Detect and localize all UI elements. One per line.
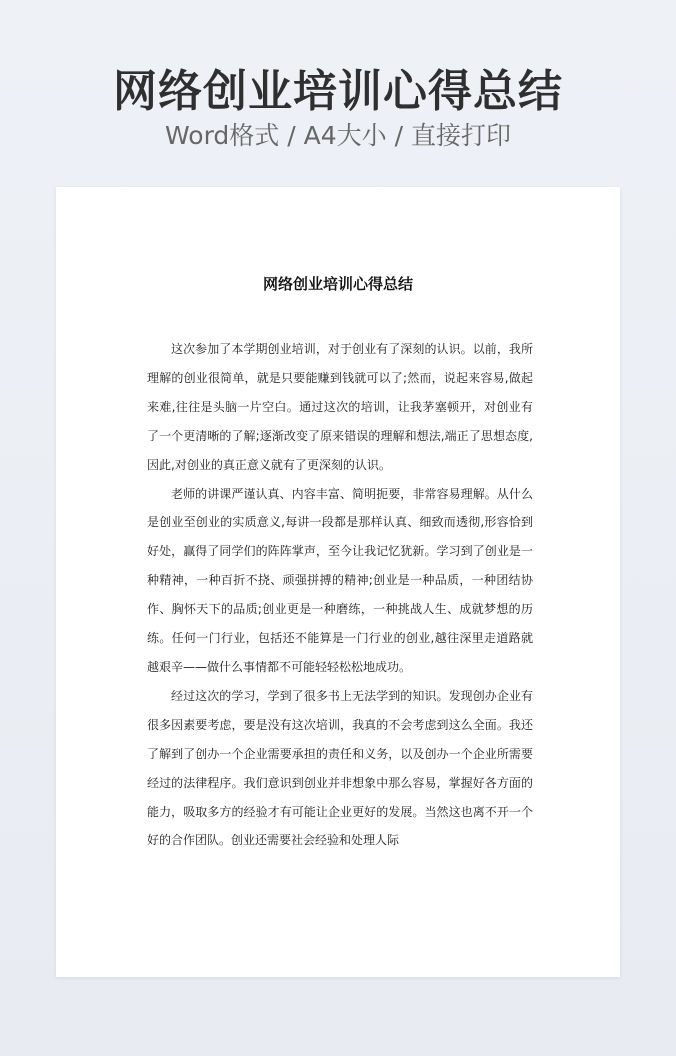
paragraph-2: 老师的讲课严谨认真、内容丰富、简明扼要，非常容易理解。从什么是创业至创业的实质意义,每讲一段都是那样认真、细致而透彻,形容恰到好处，赢得了同学们的阵阵掌声，至今让我记忆犹新。学习到了创业是一种精神，一种百折不挠、顽强拼搏的精神;创业是一种品质，一种团结协作、胸怀天下的品质;创业更是一种磨练，一种挑战人生、成就梦想的历练。任何一门行业，包括还不能算是一门行业的创业,越往深里走道路就越艰辛——做什么事情都不可能轻轻松松地成功。	[147, 486, 533, 674]
banner-title: 网络创业培训心得总结	[113, 66, 563, 117]
paragraph-1: 这次参加了本学期创业培训，对于创业有了深刻的认识。以前，我所理解的创业很简单，就是只要能赚到钱就可以了;然而，说起来容易,做起来难,往往是头脑一片空白。通过这次的培训，让我茅塞顿开，对创业有了一个更清晰的了解;逐渐改变了原来错误的理解和想法,端正了思想态度,因此,对创业的真正意义就有了更深刻的认识。	[147, 342, 533, 472]
paragraph-3: 经过这次的学习，学到了很多书上无法学到的知识。发现创办企业有很多因素要考虑，要是没有这次培训，我真的不会考虑到这么全面。我还了解到了创办一个企业需要承担的责任和义务，以及创办一个企业所需要经过的法律程序。我们意识到创业并非想象中那么容易，掌握好各方面的能力，吸取多方的经验才有可能让企业更好的发展。当然这也离不开一个好的合作团队。创业还需要社会经验和处理人际	[147, 688, 533, 848]
document-body	[147, 335, 533, 855]
document-page	[56, 187, 620, 977]
document-title: 网络创业培训心得总结	[262, 275, 413, 293]
banner-subtitle: Word格式 / A4大小 / 直接打印	[165, 121, 511, 150]
